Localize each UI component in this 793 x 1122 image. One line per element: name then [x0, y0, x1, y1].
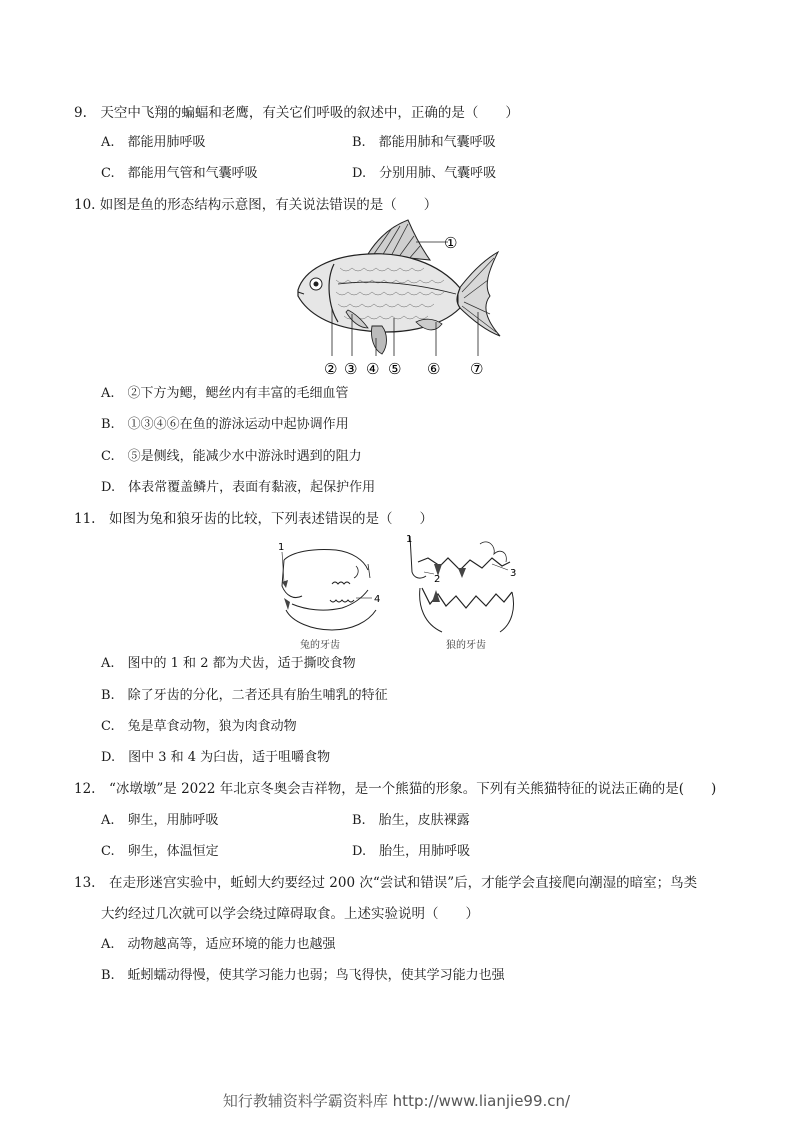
- fish-label-2: ②: [324, 360, 338, 378]
- question-10-option-c: C. ⑤是侧线，能减少水中游泳时遇到的阻力: [101, 449, 362, 464]
- question-11-option-c: C. 兔是草食动物，狼为肉食动物: [101, 719, 297, 734]
- rabbit-label-4: 4: [374, 594, 381, 605]
- question-9-stem: 9. 天空中飞翔的蝙蝠和老鹰，有关它们呼吸的叙述中，正确的是（ ）: [74, 105, 519, 121]
- question-10-option-b: B. ①③④⑥在鱼的游泳运动中起协调作用: [101, 417, 349, 432]
- question-11-stem: 11. 如图为兔和狼牙齿的比较，下列表述错误的是（ ）: [74, 511, 433, 527]
- question-13-option-b: B. 蚯蚓蠕动得慢，使其学习能力也弱；鸟飞得快，使其学习能力也强: [101, 968, 505, 983]
- footer-watermark: 知行教辅资料学霸资料库 http://www.lianjie99.cn/: [222, 1092, 571, 1110]
- question-9-option-c: C. 都能用气管和气囊呼吸: [101, 166, 258, 181]
- fish-label-4: ④: [366, 360, 380, 378]
- question-10-option-d: D. 体表常覆盖鳞片，表面有黏液，起保护作用: [101, 480, 376, 495]
- wolf-label-3: 3: [510, 568, 517, 579]
- question-9-option-d: D. 分别用肺、气囊呼吸: [352, 166, 497, 181]
- fish-label-6: ⑥: [427, 360, 441, 378]
- rabbit-teeth-caption: 兔的牙齿: [300, 640, 340, 651]
- fish-diagram: [290, 218, 510, 380]
- question-13-stem-continued: 大约经过几次就可以学会绕过障碍取食。上述实验说明（ ）: [101, 906, 479, 922]
- question-11-option-d: D. 图中 3 和 4 为臼齿，适于咀嚼食物: [101, 750, 331, 765]
- fish-label-7: ⑦: [470, 360, 484, 378]
- rabbit-label-1: 1: [278, 542, 285, 553]
- question-10-option-a: A. ②下方为鳃，鳃丝内有丰富的毛细血管: [101, 386, 349, 401]
- wolf-teeth-caption: 狼的牙齿: [446, 640, 486, 651]
- question-10-stem: 10. 如图是鱼的形态结构示意图，有关说法错误的是（ ）: [74, 197, 438, 213]
- question-9-option-b: B. 都能用肺和气囊呼吸: [352, 135, 496, 150]
- question-13-stem: 13. 在走形迷宫实验中，蚯蚓大约要经过 200 次“尝试和错误”后，才能学会直接爬向潮湿的暗室；鸟类: [74, 875, 698, 891]
- fish-label-3: ③: [344, 360, 358, 378]
- question-12-option-b: B. 胎生，皮肤裸露: [352, 813, 470, 828]
- question-12-option-d: D. 胎生，用肺呼吸: [352, 844, 471, 859]
- question-13-option-a: A. 动物越高等，适应环境的能力也越强: [101, 937, 336, 952]
- wolf-label-1: 1: [406, 534, 413, 545]
- question-12-option-c: C. 卵生，体温恒定: [101, 844, 219, 859]
- question-9-option-a: A. 都能用肺呼吸: [101, 135, 206, 150]
- rabbit-teeth-diagram: [272, 538, 384, 640]
- question-11-option-b: B. 除了牙齿的分化，二者还具有胎生哺乳的特征: [101, 688, 388, 703]
- question-11-option-a: A. 图中的 1 和 2 都为犬齿，适于撕咬食物: [101, 656, 356, 671]
- fish-label-1: ①: [444, 234, 458, 252]
- fish-label-5: ⑤: [388, 360, 402, 378]
- wolf-label-2: 2: [434, 574, 441, 585]
- question-12-option-a: A. 卵生，用肺呼吸: [101, 813, 219, 828]
- question-12-stem: 12. “冰墩墩”是 2022 年北京冬奥会吉祥物，是一个熊猫的形象。下列有关熊猫特征的说法正确的是( ): [74, 781, 717, 797]
- wolf-teeth-diagram: [404, 532, 524, 640]
